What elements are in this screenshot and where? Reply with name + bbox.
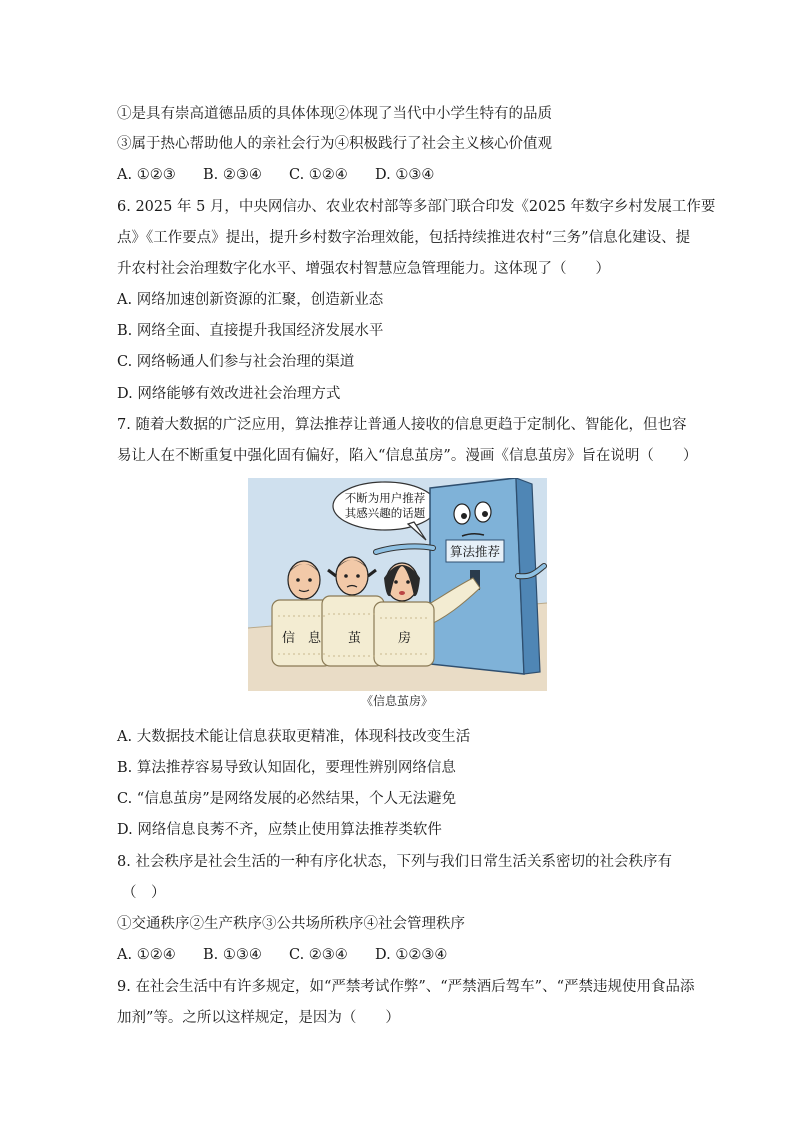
q7-option-c: C. “信息茧房”是网络发展的必然结果，个人无法避免 [117,791,457,807]
cartoon-information-cocoon [248,478,547,691]
q6-option-a: A. 网络加速创新资源的汇聚，创造新业态 [117,292,384,308]
q7-option-a: A. 大数据技术能让信息获取更精准，体现科技改变生活 [117,729,471,745]
q5-option-a: A. ①②③ [117,167,176,183]
q9-stem-line2: 加剂”等。之所以这样规定，是因为（ ） [117,1010,400,1026]
q6-option-d: D. 网络能够有效改进社会治理方式 [117,386,341,402]
q7-option-d: D. 网络信息良莠不齐，应禁止使用算法推荐类软件 [117,822,442,838]
cocoon-char-2: 息 [308,631,322,646]
q5-statements-line2: ③属于热心帮助他人的亲社会行为④积极践行了社会主义核心价值观 [117,136,552,152]
q5-options [117,165,434,185]
q8-option-a: A. ①②④ [117,947,176,963]
q5-option-c: C. ①②④ [289,167,348,183]
q7-stem-line1: 7. 随着大数据的广泛应用，算法推荐让普通人接收的信息更趋于定制化、智能化，但也容 [117,417,687,433]
bubble-text-line2: 其感兴趣的话题 [344,506,426,520]
q6-option-b: B. 网络全面、直接提升我国经济发展水平 [117,323,384,339]
q5-option-d: D. ①③④ [375,167,435,183]
cartoon-illustration [248,478,547,691]
cocoon-group [272,596,434,666]
q8-option-b: B. ①③④ [203,947,262,963]
person-1 [288,561,320,599]
cocoon-char-4: 房 [398,631,412,646]
cocoon-char-3: 茧 [348,631,362,646]
q6-stem-line2: 点》《工作要点》提出，提升乡村数字治理效能，包括持续推进农村“三务”信息化建设、提 [117,230,691,246]
q8-stem-line2: （ ） [122,885,166,901]
q6-stem-line1: 6. 2025 年 5 月，中央网信办、农业农村部等多部门联合印发《2025 年数字乡村发展工作要 [117,199,716,215]
door-label: 算法推荐 [449,544,501,559]
q6-option-c: C. 网络畅通人们参与社会治理的渠道 [117,354,355,370]
q8-option-c: C. ②③④ [289,947,348,963]
cartoon-caption: 《信息茧房》 [360,694,433,708]
q7-stem-line2: 易让人在不断重复中强化固有偏好，陷入“信息茧房”。漫画《信息茧房》旨在说明（ ） [117,448,698,464]
q9-stem-line1: 9. 在社会生活中有许多规定，如“严禁考试作弊”、“严禁酒后驾车”、“严禁违规使用食品添 [117,979,695,995]
q5-statements-line1: ①是具有崇高道德品质的具体体现②体现了当代中小学生特有的品质 [117,106,552,122]
q6-stem-line3: 升农村社会治理数字化水平、增强农村智慧应急管理能力。这体现了（ ） [117,261,610,277]
bubble-text-line1: 不断为用户推荐 [344,491,426,505]
q8-option-d: D. ①②③④ [375,947,448,963]
q8-stem-line1: 8. 社会秩序是社会生活的一种有序化状态，下列与我们日常生活关系密切的社会秩序有 [117,854,672,870]
cocoon-char-1: 信 [282,631,296,646]
q8-options [117,945,447,965]
q8-statements: ①交通秩序②生产秩序③公共场所秩序④社会管理秩序 [117,916,465,932]
q5-option-b: B. ②③④ [203,167,262,183]
q7-option-b: B. 算法推荐容易导致认知固化，要理性辨别网络信息 [117,760,456,776]
